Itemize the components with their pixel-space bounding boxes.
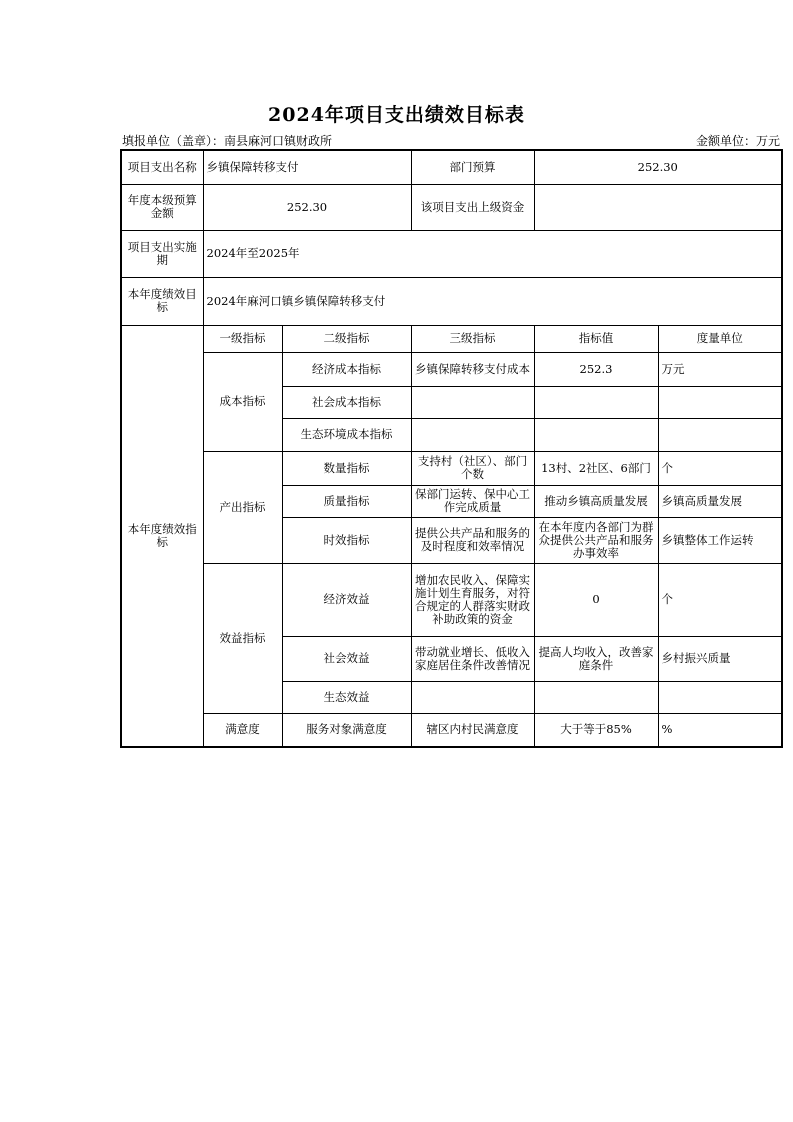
indicator-section-label: 本年度绩效指标 bbox=[121, 325, 203, 747]
unit-cell bbox=[658, 386, 782, 418]
value-cell bbox=[534, 386, 658, 418]
level2-cell: 经济成本指标 bbox=[282, 352, 411, 386]
value-cell: 13村、2社区、6部门 bbox=[534, 451, 658, 485]
goal-label: 本年度绩效目标 bbox=[121, 277, 203, 325]
level2-cell: 数量指标 bbox=[282, 451, 411, 485]
level3-cell: 保部门运转、保中心工作完成质量 bbox=[411, 485, 534, 517]
project-name-label: 项目支出名称 bbox=[121, 150, 203, 184]
level2-cell: 生态环境成本指标 bbox=[282, 418, 411, 451]
header-unit: 度量单位 bbox=[658, 325, 782, 352]
level3-cell bbox=[411, 418, 534, 451]
level2-cell: 社会成本指标 bbox=[282, 386, 411, 418]
value-cell: 推动乡镇高质量发展 bbox=[534, 485, 658, 517]
level3-cell: 带动就业增长、低收入家庭居住条件改善情况 bbox=[411, 636, 534, 681]
level1-benefit: 效益指标 bbox=[203, 563, 282, 713]
level1-output: 产出指标 bbox=[203, 451, 282, 563]
dept-budget: 252.30 bbox=[534, 150, 782, 184]
period: 2024年至2025年 bbox=[203, 230, 782, 277]
level3-cell: 支持村（社区）、部门个数 bbox=[411, 451, 534, 485]
unit-cell: 个 bbox=[658, 451, 782, 485]
unit-cell: 万元 bbox=[658, 352, 782, 386]
unit-cell bbox=[658, 681, 782, 713]
level3-cell: 辖区内村民满意度 bbox=[411, 713, 534, 747]
header-level3: 三级指标 bbox=[411, 325, 534, 352]
unit-cell bbox=[658, 418, 782, 451]
unit-cell: 乡村振兴质量 bbox=[658, 636, 782, 681]
level3-cell bbox=[411, 681, 534, 713]
value-cell bbox=[534, 681, 658, 713]
level1-cost: 成本指标 bbox=[203, 352, 282, 451]
amount-unit: 金额单位：万元 bbox=[695, 134, 780, 148]
header-level2: 二级指标 bbox=[282, 325, 411, 352]
level2-cell: 经济效益 bbox=[282, 563, 411, 636]
upper-funds bbox=[534, 184, 782, 230]
level3-cell: 增加农民收入、保障实施计划生育服务，对符合规定的人群落实财政补助政策的资金 bbox=[411, 563, 534, 636]
level1-satisfaction: 满意度 bbox=[203, 713, 282, 747]
value-cell: 0 bbox=[534, 563, 658, 636]
goal: 2024年麻河口镇乡镇保障转移支付 bbox=[203, 277, 782, 325]
value-cell bbox=[534, 418, 658, 451]
upper-funds-label: 该项目支出上级资金 bbox=[411, 184, 534, 230]
unit-cell: 个 bbox=[658, 563, 782, 636]
filler-unit: 填报单位（盖章）：南县麻河口镇财政所 bbox=[122, 134, 333, 148]
level2-cell: 服务对象满意度 bbox=[282, 713, 411, 747]
dept-budget-label: 部门预算 bbox=[411, 150, 534, 184]
performance-table bbox=[120, 149, 783, 748]
level2-cell: 生态效益 bbox=[282, 681, 411, 713]
page-title: 2024年项目支出绩效目标表 bbox=[268, 104, 525, 126]
period-label: 项目支出实施期 bbox=[121, 230, 203, 277]
value-cell: 在本年度内各部门为群众提供公共产品和服务办事效率 bbox=[534, 517, 658, 563]
level3-cell: 乡镇保障转移支付成本 bbox=[411, 352, 534, 386]
level2-cell: 时效指标 bbox=[282, 517, 411, 563]
project-name: 乡镇保障转移支付 bbox=[203, 150, 411, 184]
annual-budget-label: 年度本级预算金额 bbox=[121, 184, 203, 230]
value-cell: 252.3 bbox=[534, 352, 658, 386]
level2-cell: 社会效益 bbox=[282, 636, 411, 681]
value-cell: 提高人均收入，改善家庭条件 bbox=[534, 636, 658, 681]
unit-cell: 乡镇整体工作运转 bbox=[658, 517, 782, 563]
header-level1: 一级指标 bbox=[203, 325, 282, 352]
unit-cell: % bbox=[658, 713, 782, 747]
value-cell: 大于等于85% bbox=[534, 713, 658, 747]
level2-cell: 质量指标 bbox=[282, 485, 411, 517]
level3-cell: 提供公共产品和服务的及时程度和效率情况 bbox=[411, 517, 534, 563]
level3-cell bbox=[411, 386, 534, 418]
annual-budget: 252.30 bbox=[203, 184, 411, 230]
header-value: 指标值 bbox=[534, 325, 658, 352]
unit-cell: 乡镇高质量发展 bbox=[658, 485, 782, 517]
